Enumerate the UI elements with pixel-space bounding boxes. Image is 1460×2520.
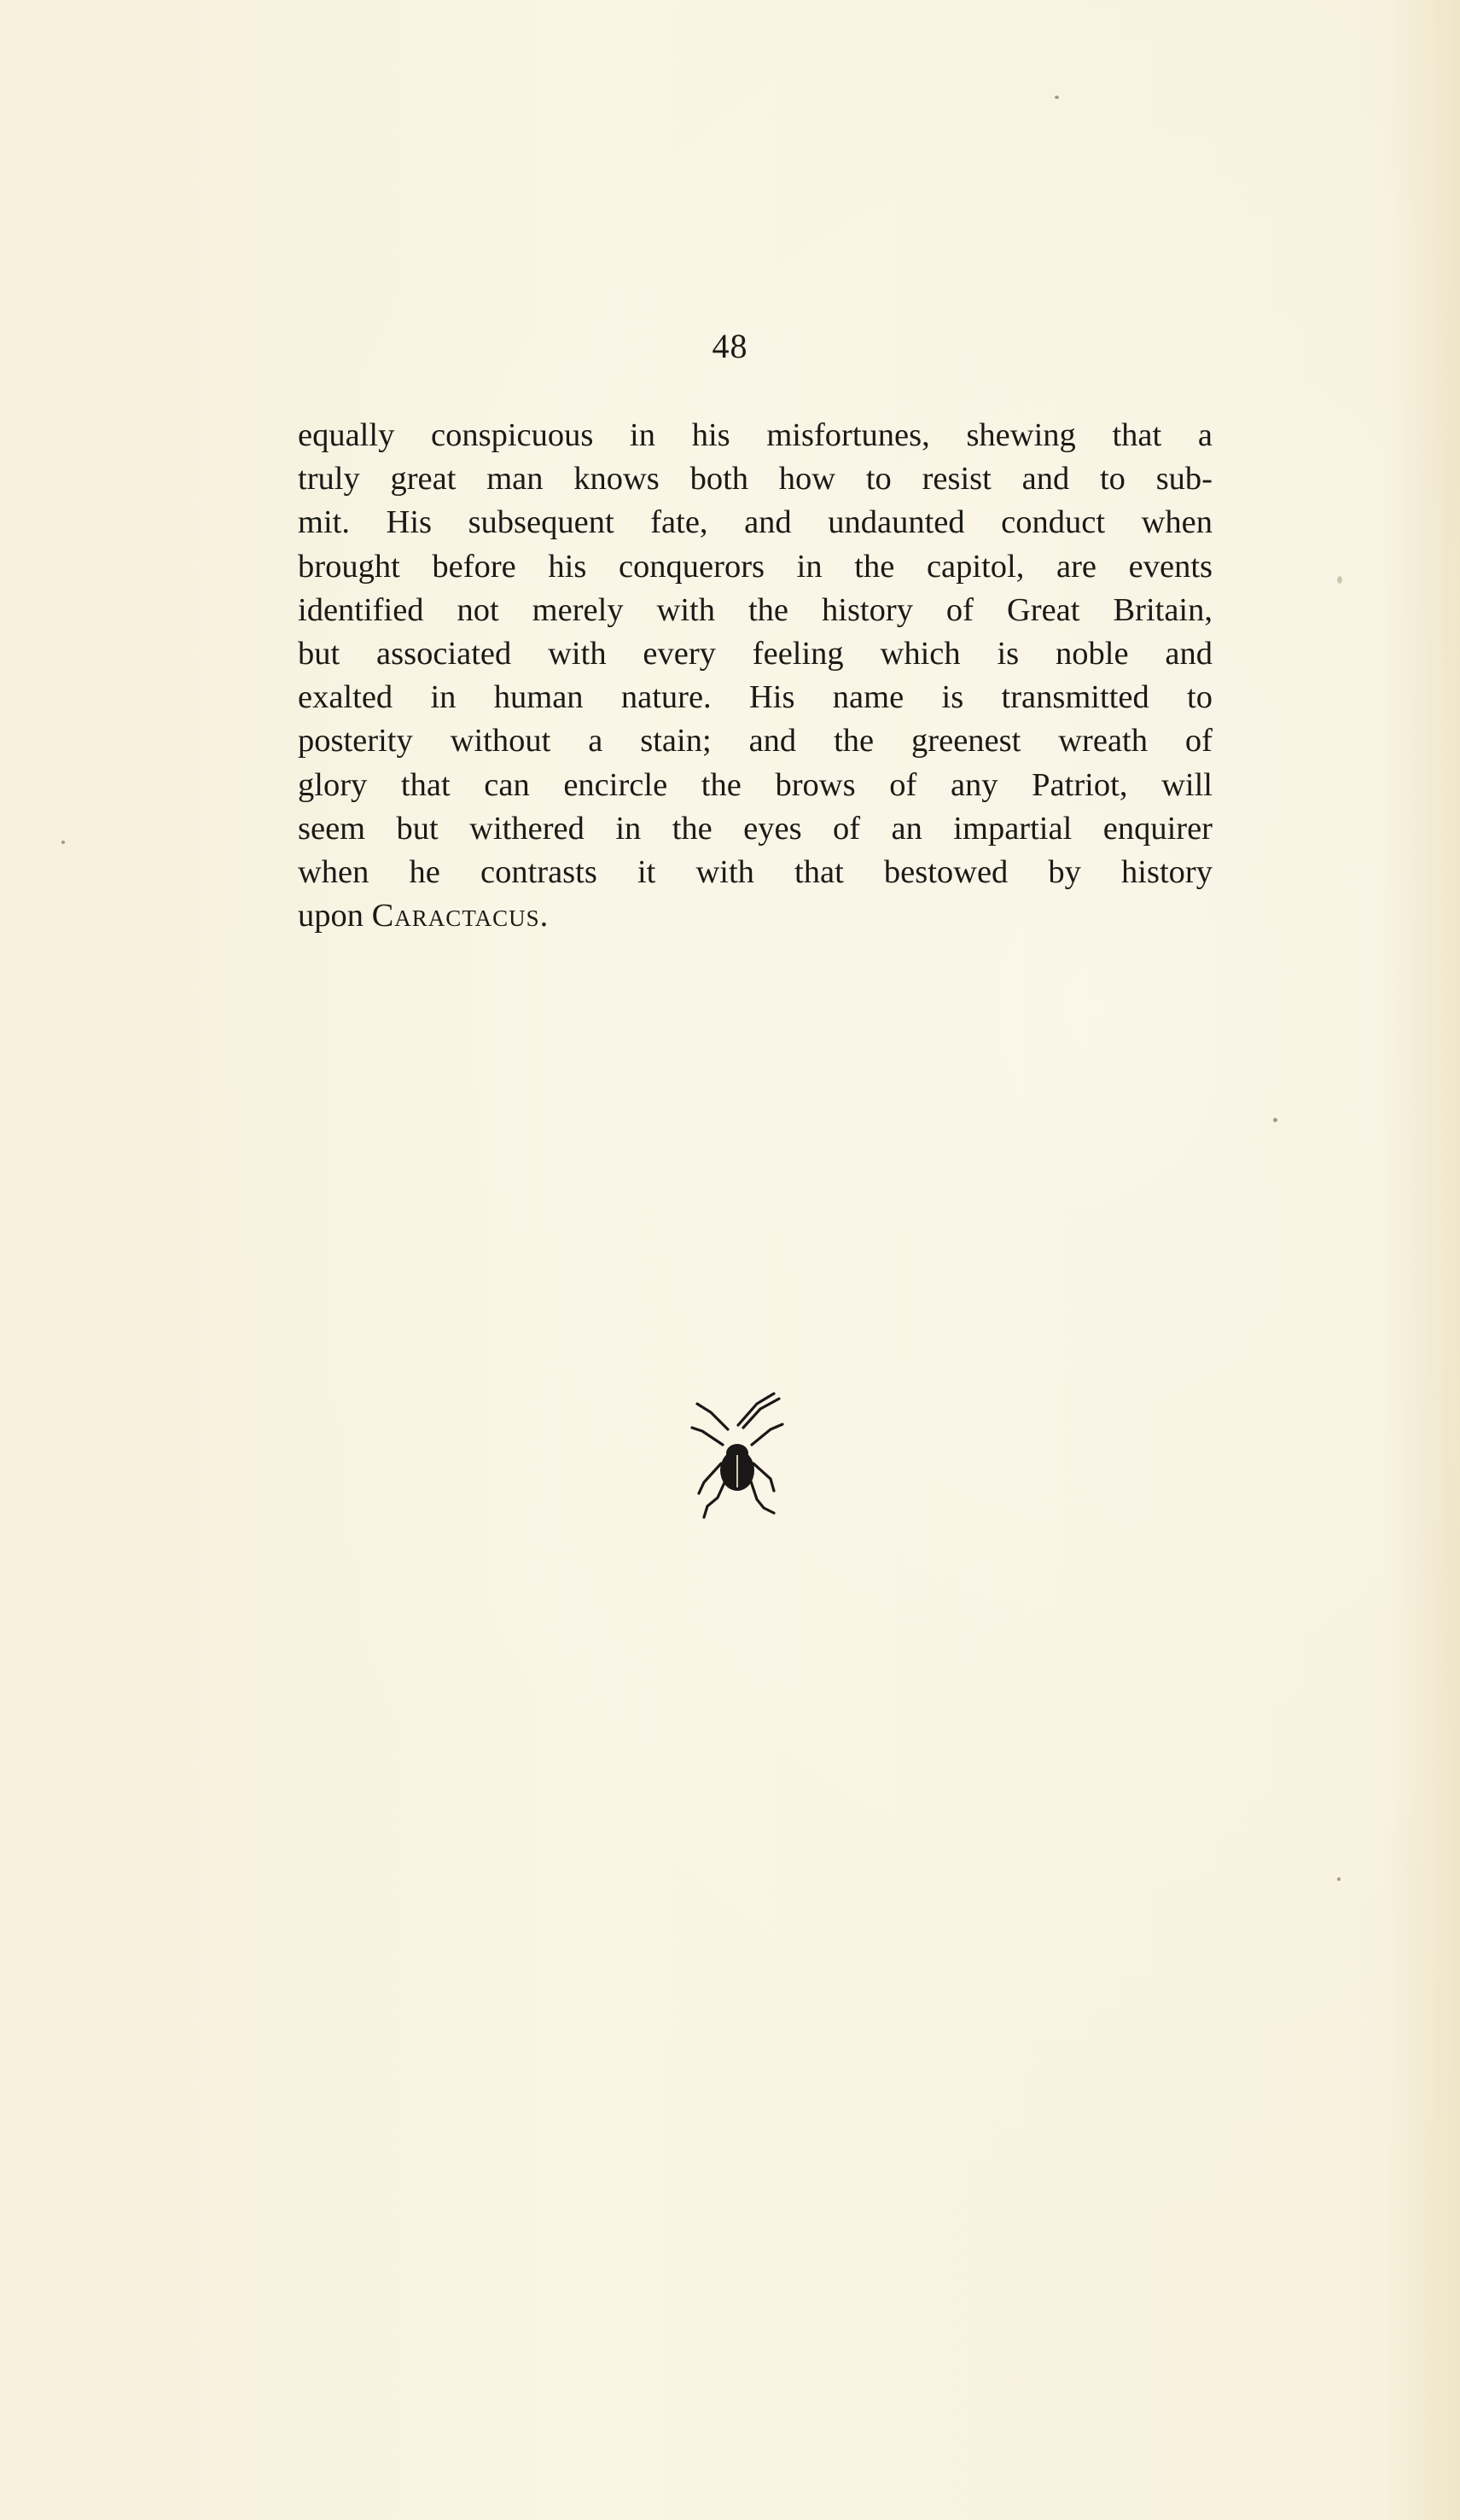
text-line: brought before his conquerors in the capitol, are events [298, 548, 1213, 585]
last-line-suffix: . [539, 898, 549, 934]
paper-speck [61, 841, 65, 844]
text-line: truly great man knows both how to resist and to sub- [298, 461, 1213, 498]
text-line: exalted in human nature. His name is transmitted to [298, 679, 1213, 716]
text-line: posterity without a stain; and the greenest wreath of [298, 723, 1213, 759]
text-line: seem but withered in the eyes of an impartial enquirer [298, 810, 1213, 847]
text-line: but associated with every feeling which is noble and [298, 636, 1213, 672]
text-line: glory that can encircle the brows of any Patriot, will [298, 766, 1213, 803]
page-number: 48 [712, 327, 748, 365]
paper-speck [1273, 1118, 1277, 1122]
text-line: mit. His subsequent fate, and undaunted conduct when [298, 504, 1213, 541]
text-line: when he contrasts it with that bestowed by history [298, 854, 1213, 891]
last-line-prefix: upon [298, 898, 372, 934]
paper-speck [1337, 1877, 1341, 1881]
name-caractacus: Caractacus [371, 898, 540, 934]
page-edge-shading [1383, 0, 1460, 2520]
paper-speck [1055, 96, 1059, 99]
paper-speck [1337, 576, 1342, 584]
text-line: equally conspicuous in his misfortunes, shewing that a [298, 417, 1213, 453]
body-paragraph [298, 414, 1213, 938]
text-line: identified not merely with the history of Great Britain, [298, 591, 1213, 628]
text-line-last [298, 894, 1213, 938]
beetle-icon [678, 1378, 798, 1519]
